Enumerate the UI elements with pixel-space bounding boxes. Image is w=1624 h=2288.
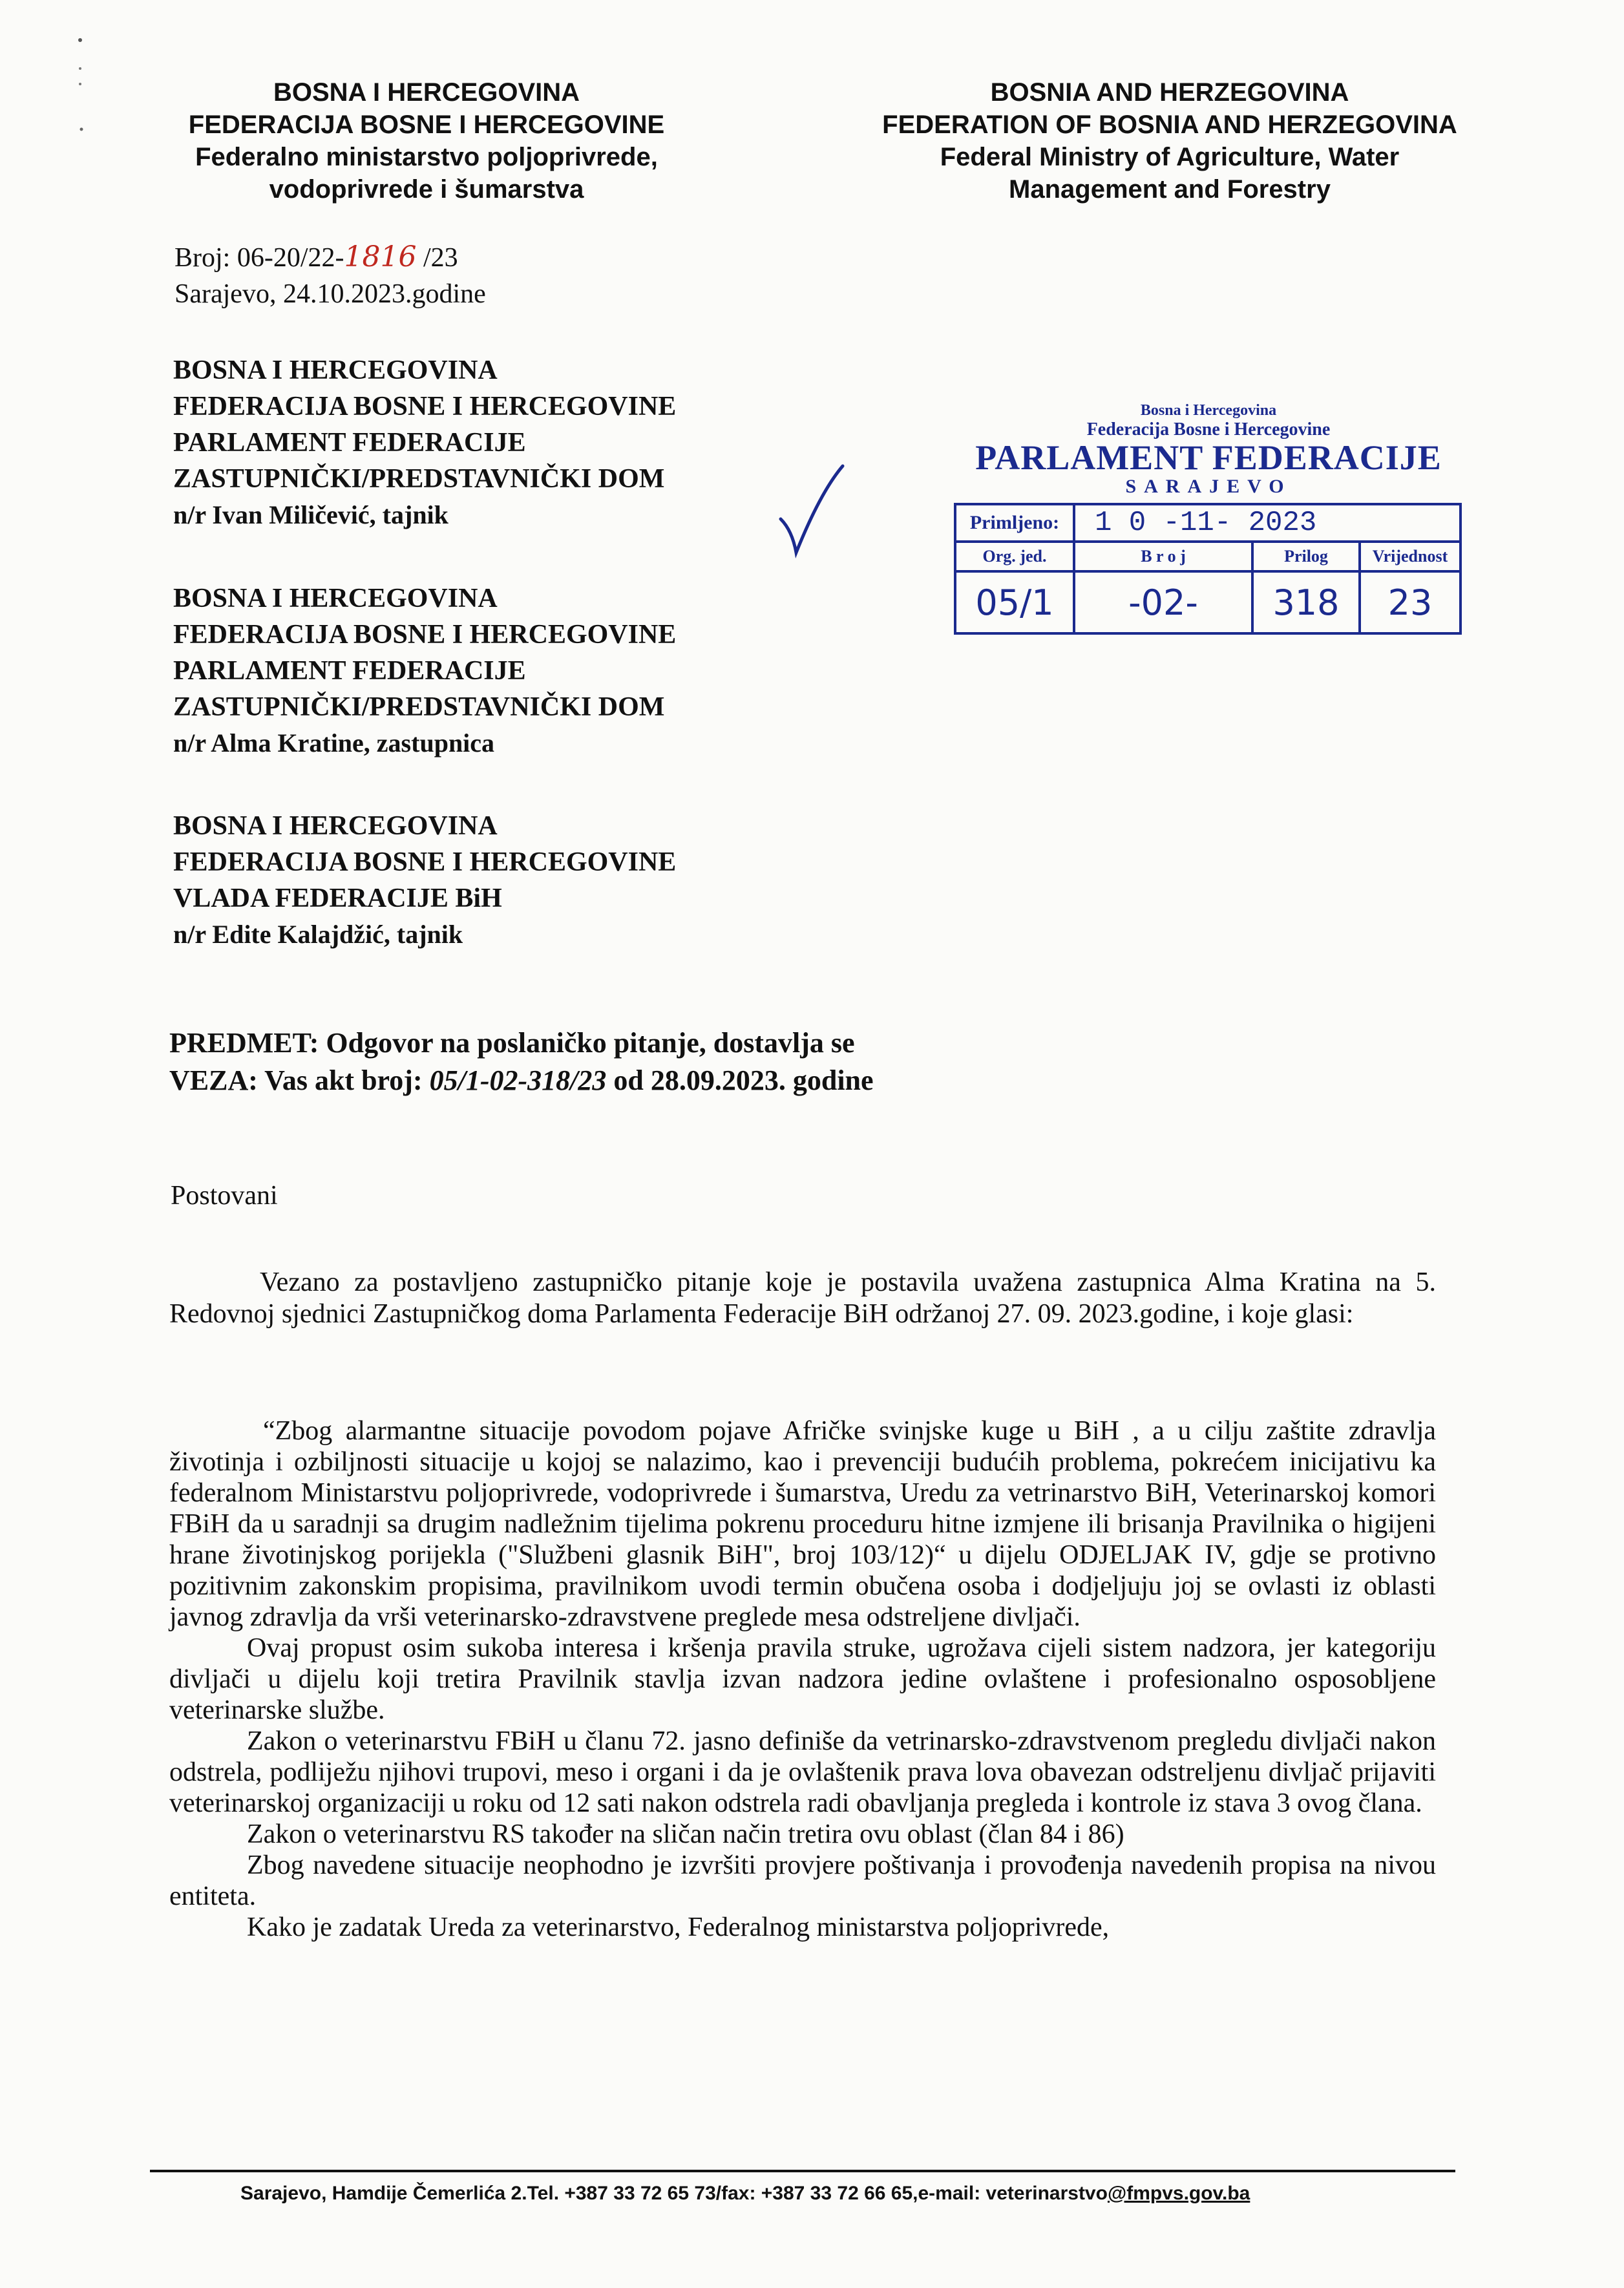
recipient-attention: n/r Alma Kratine, zastupnica (173, 728, 495, 757)
stamp-grid (954, 503, 1462, 635)
veza-date: od 28.09.2023. godine (606, 1065, 874, 1096)
header-left-country: BOSNA I HERCEGOVINA (273, 78, 580, 107)
header-right-federation: FEDERATION OF BOSNIA AND HERZEGOVINA (882, 111, 1457, 139)
stamp-received-date: 1 0 -11- 2023 (1095, 507, 1317, 539)
subject-block (169, 1024, 874, 1099)
place-date: Sarajevo, 24.10.2023.godine (174, 279, 486, 309)
salutation: Postovani (171, 1181, 278, 1211)
stamp-received-label: Primljeno: (956, 505, 1075, 540)
stamp-val-vrijednost: 23 (1387, 582, 1433, 623)
recipient-line: FEDERACIJA BOSNE I HERCEGOVINE (173, 620, 677, 650)
header-left (129, 76, 724, 206)
stamp-val-broj: -02- (1075, 573, 1254, 632)
recipient-line: BOSNA I HERCEGOVINA (173, 584, 498, 613)
stamp-col-vrijednost: Vrijednost (1372, 547, 1448, 566)
footer-address: Sarajevo, Hamdije Čemerlića 2.Tel. +387 33 72 65 73/fax: +387 33 72 66 65,e-mail: veterinarstvo (240, 2183, 1108, 2204)
recipient-line: ZASTUPNIČKI/PREDSTAVNIČKI DOM (173, 464, 665, 494)
header-right-ministry-cont: Management and Forestry (1009, 175, 1331, 204)
header-left-ministry-cont: vodoprivrede i šumarstva (269, 175, 584, 204)
reference-block (174, 239, 486, 312)
recipient-line: PARLAMENT FEDERACIJE (173, 428, 526, 458)
reference-suffix: /23 (416, 243, 458, 273)
stamp-col-prilog: Prilog (1254, 543, 1361, 570)
recipient-attention: n/r Ivan Miličević, tajnik (173, 500, 448, 529)
header-right (827, 76, 1512, 206)
footer-divider (150, 2170, 1455, 2172)
stamp-val-org: 05/1 (956, 573, 1075, 632)
header-right-ministry: Federal Ministry of Agriculture, Water (940, 143, 1400, 171)
margin-marks (76, 32, 89, 149)
header-left-federation: FEDERACIJA BOSNE I HERCEGOVINE (188, 111, 665, 139)
subject-predmet: PREDMET: Odgovor na poslaničko pitanje, dostavlja se (169, 1027, 855, 1059)
stamp-col-org: Org. jed. (956, 543, 1075, 570)
recipient-line: FEDERACIJA BOSNE I HERCEGOVINE (173, 847, 677, 877)
stamp-country: Bosna i Hercegovina (1140, 402, 1277, 419)
recipient-block-3 (173, 808, 676, 953)
reference-handwritten-number: 1816 (344, 240, 417, 273)
recipient-attention: n/r Edite Kalajdžić, tajnik (173, 920, 463, 949)
subject-veza (169, 1062, 874, 1099)
footer-contact (240, 2183, 1250, 2205)
intro-text: Vezano za postavljeno zastupničko pitanje koje je postavila uvažena zastupnica Alma Kratina na 5. Redovnoj sjednici Zastupničkog doma Parlamenta Federacije BiH održanoj 27. 09. 2023.godine, i koje glasi: (169, 1267, 1436, 1329)
veza-prefix: VEZA: Vas akt broj: (169, 1065, 430, 1096)
paragraph: “Zbog alarmantne situacije povodom pojave Afričke svinjske kuge u BiH , a u cilju zaštite zdravlja životinja i ozbiljnosti situacije u kojoj se nalazimo, kao i prevenciji budućih problema, pokrećem inicijativu ka federalnom Ministarstvu poljoprivrede, vodoprivrede i šumarstva, Uredu za vetrinarstvo BiH, Veterinarskoj komori FBiH da u saradnji sa drugim nadležnim tijelima pokrenu proceduru hitne izmjene ili brisanja Pravilnika o higijeni hrane životinjskog porijekla ("Službeni glasnik BiH", broj 103/12)“ u dijelu ODJELJAK IV, gdje se protivno pozitivnim zakonskim propisima, pravilnikom uvodi termin obučena osoba i dodjeljuju joj se ovlasti iz oblasti javnog zdravlja da vrši veterinarsko-zdravstvene preglede mesa odstreljene divljači. (169, 1416, 1436, 1632)
recipient-line: ZASTUPNIČKI/PREDSTAVNIČKI DOM (173, 692, 665, 722)
paragraph: Zakon o veterinarstvu RS također na sličan način tretira ovu oblast (član 84 i 86) (247, 1819, 1124, 1849)
reference-prefix: Broj: 06-20/22- (174, 243, 344, 273)
quoted-question (169, 1415, 1436, 1943)
stamp-val-prilog: 318 (1254, 573, 1361, 632)
stamp-city: SARAJEVO (1125, 476, 1292, 497)
header-left-ministry: Federalno ministarstvo poljoprivrede, (195, 143, 658, 171)
stamp-columns-row (956, 543, 1459, 573)
checkmark-icon (775, 462, 847, 559)
intro-paragraph (169, 1267, 1436, 1330)
parliament-received-stamp (944, 401, 1473, 635)
footer-email-domain: @fmpvs.gov.ba (1107, 2183, 1250, 2204)
recipient-block-2 (173, 580, 676, 761)
recipient-line: FEDERACIJA BOSNE I HERCEGOVINE (173, 392, 677, 421)
paragraph: Ovaj propust osim sukoba interesa i kršenja pravila struke, ugrožava cijeli sistem nadzora, jer kategoriju divljači u dijelu koji tretira Pravilnik stavlja izvan nadzora jedine ovlaštene i profesionalno osposobljene veterinarske službe. (169, 1633, 1436, 1725)
recipient-line: VLADA FEDERACIJE BiH (173, 884, 502, 913)
recipient-line: PARLAMENT FEDERACIJE (173, 656, 526, 686)
paragraph: Kako je zadatak Ureda za veterinarstvo, Federalnog ministarstva poljoprivrede, (247, 1912, 1110, 1942)
veza-reference: 05/1-02-318/23 (429, 1065, 607, 1096)
stamp-header (944, 401, 1473, 498)
stamp-values-row (956, 573, 1459, 632)
stamp-parliament: PARLAMENT FEDERACIJE (975, 438, 1442, 477)
paragraph: Zakon o veterinarstvu FBiH u članu 72. jasno definiše da vetrinarsko-zdravstvenom pregledu divljači nakon odstrela, podliježu njihovi trupovi, meso i organi i da je ovlaštenik prava lova obavezan odstreljenu divljač prijaviti veterinarskoj organizaciji u roku od 12 sati nakon odstrela radi obavljanja pregleda i kontrole iz stava 3 ovog člana. (169, 1726, 1436, 1818)
stamp-received-row (956, 505, 1459, 543)
stamp-col-broj: B r o j (1075, 543, 1254, 570)
header-right-country: BOSNIA AND HERZEGOVINA (990, 78, 1349, 107)
paragraph: Zbog navedene situacije neophodno je izvršiti provjere poštivanja i provođenja navedenih propisa na nivou entiteta. (169, 1850, 1436, 1911)
stamp-federation: Federacija Bosne i Hercegovine (1086, 419, 1331, 440)
recipient-block-1 (173, 352, 676, 533)
recipient-line: BOSNA I HERCEGOVINA (173, 355, 498, 385)
recipient-line: BOSNA I HERCEGOVINA (173, 811, 498, 841)
reference-number (174, 239, 486, 276)
